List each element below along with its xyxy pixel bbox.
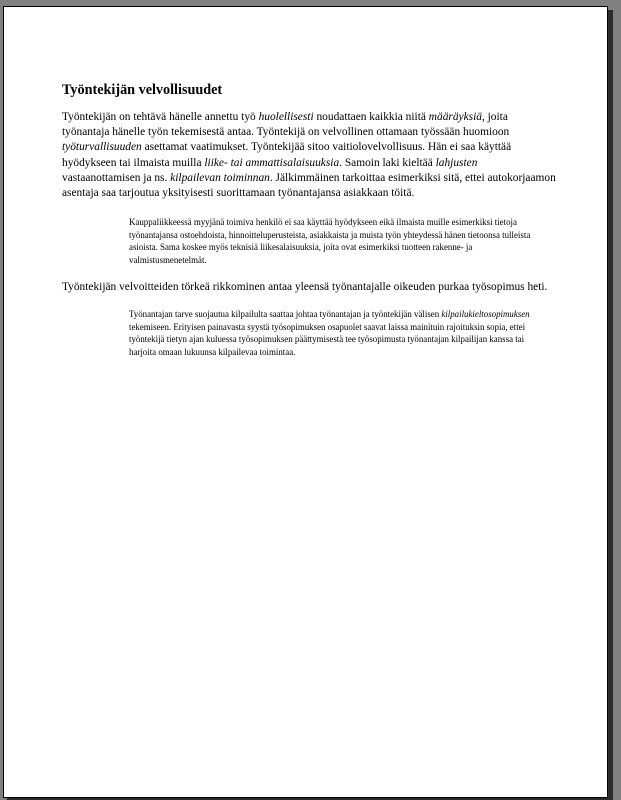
emphasized-text: määräyksiä <box>428 111 482 123</box>
text-run: . Jälkimmäinen tarkoittaa esimerkiksi sitä, ettei autokorjaamon asentaja saa tarjoutua yksityisesti suorittamaan työnantajansa asiakkaan töitä. <box>62 171 556 200</box>
section-heading: Työntekijän velvollisuudet <box>62 82 223 98</box>
text-run: . Samoin laki kieltää <box>339 156 436 169</box>
paragraph-obligations <box>62 110 556 201</box>
example-note-wrapper <box>129 308 539 358</box>
emphasized-text: huolellisesti <box>258 111 314 123</box>
text-run: Kauppaliikkeessä myyjänä toimiva henkilö ei saa käyttää hyödykseen eikä ilmaista muille esimerkiksi tietoja työnantajansa ostoehdoista, hinnoitteluperusteista, asiakkaista ja muista työn yhteydessä hänen tietoonsa tulleista asioista. Sama koskee myös teknisiä liikesalaisuuksia, joita ovat esimerkiksi tuotteen rakenne- ja valmistusmenetelmät. <box>129 217 531 265</box>
text-run: Työntekijän velvoitteiden törkeä rikkominen antaa yleensä työnantajalle oikeuden purkaa työsopimus heti. <box>62 281 548 294</box>
text-run: tekemiseen. Erityisen painavasta syystä työsopimuksen osapuolet saavat laissa mainituin rajoituksin sopia, ettei työntekijä tietyn ajan kuluessa työsopimuksen päättymisestä tee työsopimusta työnantajan kilpailijan kanssa tai harjoita omaan lukuunsa kilpailevaa toimintaa. <box>129 321 526 357</box>
text-run: vastaanottamisen ja ns. <box>62 171 171 184</box>
emphasized-text: kilpailukieltosopimuksen <box>441 309 530 320</box>
emphasized-text: lahjusten <box>435 156 478 169</box>
paragraph-breach <box>62 280 556 295</box>
text-run: noudattaen kaikkia niitä <box>313 111 429 123</box>
example-note-wrapper <box>129 216 539 266</box>
page-content <box>62 81 556 358</box>
example-note-non-compete <box>129 308 539 358</box>
text-run: asettamat vaatimukset. Työntekijää sitoo vaitiolovelvollisuus. Hän ei saa käyttää hyödykseen tai ilmaista muilla <box>62 141 512 169</box>
emphasized-text: työturvallisuuden <box>62 141 142 154</box>
document-page <box>3 6 608 798</box>
example-note-trade-secrets <box>129 216 539 266</box>
emphasized-text: liike- tai ammattisalaisuuksia <box>204 156 340 169</box>
text-run: Työnantajan tarve suojautua kilpailulta saattaa johtaa työnantajan ja työntekijän välisen <box>129 309 442 320</box>
text-run: Työntekijän on tehtävä hänelle annettu työ <box>62 111 259 123</box>
text-run: , joita työnantaja hänelle työn tekemisestä antaa. Työntekijä on velvollinen ottamaan työssään huomioon <box>62 111 510 139</box>
emphasized-text: kilpailevan toiminnan <box>170 171 270 184</box>
